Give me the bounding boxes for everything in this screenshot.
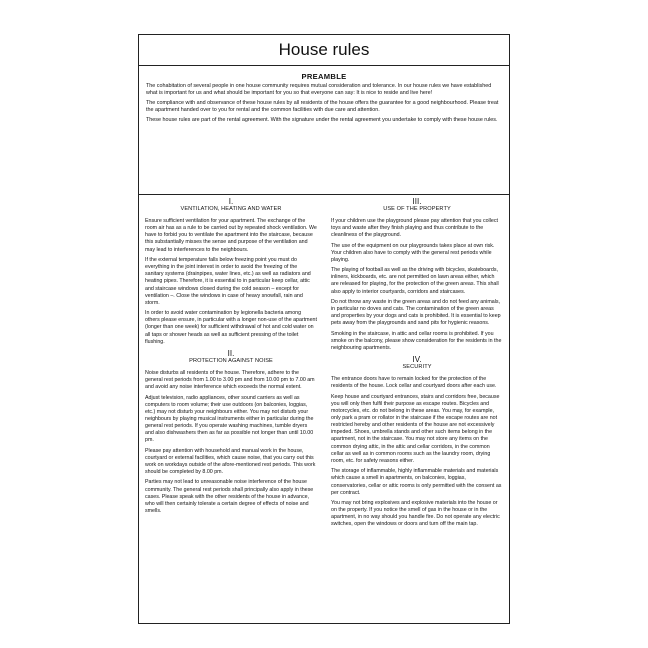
section-number: II. [227,348,235,358]
section-ventilation [145,197,317,346]
preamble-section [139,72,509,194]
house-rules-sheet [138,34,510,624]
section-paragraph: Do not throw any waste in the green areas and do not feed any animals, in particular no doves and cats. The contamination of the green areas and properties by your dogs and cats is prohibited. It is essential to keep pets away from the playgrounds and sand pits for hygienic reasons. [331,298,501,327]
section-paragraph: Smoking in the staircase, in attic and cellar rooms is prohibited. If you smoke on the balcony, please show consideration for the residents in the neighbouring apartments. [331,330,502,351]
section-number: III. [412,197,422,206]
section-paragraph: Ensure sufficient ventilation for your apartment. The exchange of the room air has as a rule to be carried out by repeated shock ventilation. We have to forbid you to ventilate the apartment into the staircase, because this substantially misses the sense and purpose of the ventilation and may lead to interferences to the neighbours. [145,218,317,253]
preamble-paragraph: The cohabitation of several people in one house community requires mutual consideration and tolerance. In our house rules we have established what is important for us and what should be important for you so that everyone can say: It is nice to reside and live here! [146,83,492,97]
section-paragraph: The storage of inflammable, highly inflammable materials and materials which cause a smell in apartments, on balconies, loggias, conservatories, cellar or attic rooms is only permitted with the consent as per contract. [331,468,502,496]
left-column [145,195,324,532]
section-paragraph: Please pay attention with household and manual work in the house, courtyard or external facilities, which cause noise, that you carry out this work on workdays outside of the afore-mentioned rest periods. This work should be completed by 8.00 pm. [145,447,316,476]
section-number: IV. [412,355,422,365]
section-title: VENTILATION, HEATING AND WATER [180,206,282,212]
section-security [331,355,503,528]
section-number: I. [228,197,234,206]
section-paragraph: Keep house and courtyard entrances, stairs and corridors free, because you will only then fulfil their purpose as escape routes. Bicycles and motorcycles, etc. do not belong in these areas. You may, for example, only park a pram or rollator in the staircase if the escape routes are not restricted hereby and other residents of the house are not excessively impeded. Shoes, umbrella stands and other such items belong in the apartment, not in the staircase. You may not store any items on the common drying attic, in the attic and cellar corridors, in the common cellar as well as in common rooms such as the laundry room, drying room, etc. for safety reasons either. [331,393,500,464]
preamble-heading: PREAMBLE [301,72,347,81]
document-title: House rules [139,35,509,66]
section-paragraph: The entrance doors have to remain locked for the protection of the residents of the house. Lock cellar and courtyard doors after each use. [331,376,497,390]
section-title: USE OF THE PROPERTY [383,206,451,212]
preamble-paragraph: These house rules are part of the rental agreement. With the signature under the rental agreement you undertake to comply with these house rules. [146,117,498,123]
section-paragraph: If the external temperature falls below freezing point you must do everything in the joint interest in order to avoid the freezing of the sanitary systems (drainpipes, water lines, etc.) as well as radiators and heating pipes. Therefore, it is essential to in particular keep cellar, attic and staircase windows closed during the cold season – except for ventilation –. Close the windows in case of heavy snowfall, rain and storm. [145,256,311,306]
section-noise [145,349,317,515]
section-paragraph: The playing of football as well as the driving with bicycles, skateboards, inliners, kickboards, etc. are not permitted on lawn areas either, which are released for playing, for the protection of the green areas. This shall also apply to interior courtyards, corridors and staircases. [331,267,499,295]
section-paragraph: Parties may not lead to unreasonable noise interference of the house community. The general rest periods shall principally also apply in these cases. Please speak with the other residents of the house in advance, who will then certainly tolerate a certain degree of effects of noise and smells. [145,479,314,515]
preamble-paragraph: The compliance with and observance of these house rules by all residents of the house offers the guarantee for a good neighbourhood. Please treat the apartment handed over to you for rental and the common facilities with due care and attention. [146,100,499,114]
section-paragraph: You may not bring explosives and explosive materials into the house or on the property. If you notice the smell of gas in the house or in the apartment, in no way should you handle fire. Do not operate any electric switches, open the windows or doors and turn off the main tap. [331,499,500,528]
section-title: PROTECTION AGAINST NOISE [189,357,273,364]
section-paragraph: Adjust television, radio appliances, other sound carriers as well as computers to room volume; their use outdoors (on balconies, loggias, etc.) may not disturb your neighbours either. You may not disturb your neighbours by playing musical instruments either in particular during the general rest periods. If you operate washing machines, tumble dryers and also dishwashers then as far as possible not longer than until 10.00 pm. [145,394,314,444]
section-paragraph: Noise disturbs all residents of the house. Therefore, adhere to the general rest periods from 1.00 to 3.00 pm and from 10.00 pm to 7.00 am and avoid any noise interference which exceeds the normal extent. [145,369,315,391]
section-paragraph: If your children use the playground please pay attention that you collect toys and waste after they finish playing and thus contribute to the cleanliness of the playground. [331,218,498,239]
right-column [324,195,503,532]
section-property [331,197,503,352]
rules-columns [139,195,509,532]
section-paragraph: The use of the equipment on our playgrounds takes place at own risk. Your children also have to comply with the general rest periods while playing. [331,242,495,263]
section-title: SECURITY [402,364,432,371]
section-paragraph: In order to avoid water contamination by legionella bacteria among others please ensure, in particular with a longer non-use of the apartment (longer than one week) for sufficient withdrawal of hot and cold water on all taps or shower heads as well as sufficient pressing of the toilet flushing. [145,310,317,345]
